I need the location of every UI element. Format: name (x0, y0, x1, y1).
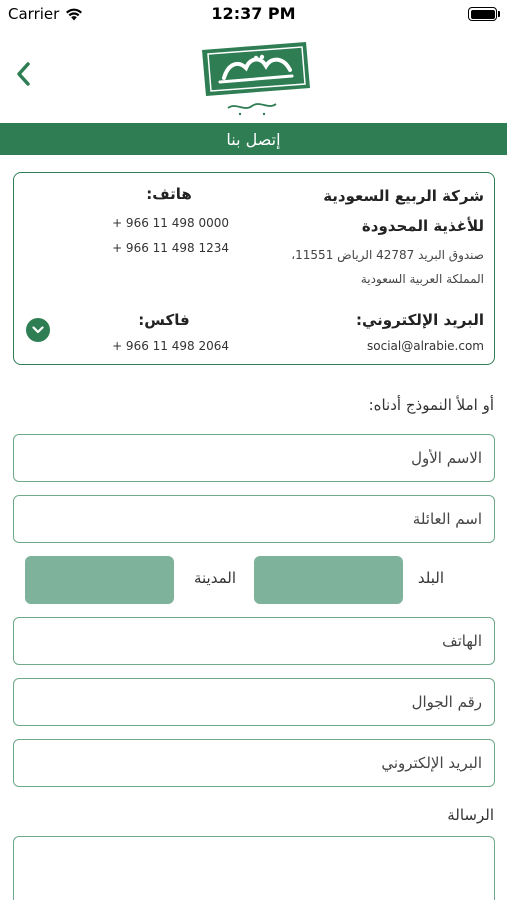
message-label: الرسالة (447, 806, 494, 824)
mobile-field[interactable] (13, 678, 495, 726)
phone-input[interactable] (14, 618, 494, 664)
message-field[interactable] (13, 836, 495, 900)
contact-info-card (13, 172, 495, 365)
back-button[interactable] (8, 56, 38, 92)
phone-label: هاتف: (146, 185, 192, 203)
first-name-field[interactable] (13, 434, 495, 482)
phone-number-2[interactable]: + 966 11 498 1234 (112, 241, 229, 255)
address-line1: صندوق البريد 42787 الرياض 11551، (291, 248, 484, 262)
last-name-input[interactable] (14, 496, 494, 542)
first-name-input[interactable] (14, 435, 494, 481)
country-label: البلد (417, 569, 444, 587)
city-select[interactable] (25, 556, 174, 604)
address-line2: المملكة العربية السعودية (360, 272, 484, 286)
phone-field[interactable] (13, 617, 495, 665)
form-intro-text: أو املأ النموذج أدناه: (368, 396, 494, 414)
page-title: إتصل بنا (226, 129, 281, 149)
company-name-line2: للأغذية المحدودة (361, 217, 484, 235)
last-name-field[interactable] (13, 495, 495, 543)
city-label: المدينة (193, 569, 236, 587)
email-input[interactable] (14, 740, 494, 786)
carrier-label: Carrier (8, 5, 60, 23)
page-title-bar (0, 123, 507, 155)
fax-label: فاكس: (138, 311, 190, 329)
status-bar (0, 0, 507, 28)
chevron-left-icon (14, 61, 32, 87)
nav-header (0, 28, 507, 120)
fax-number: + 966 11 498 2064 (112, 339, 229, 353)
email-label: البريد الإلكتروني: (356, 311, 484, 329)
expand-contact-button[interactable] (26, 318, 50, 342)
email-field[interactable] (13, 739, 495, 787)
mobile-input[interactable] (14, 679, 494, 725)
company-name (284, 181, 484, 241)
chevron-down-icon (32, 326, 44, 334)
company-name-line1: شركة الربيع السعودية (323, 187, 484, 205)
message-input[interactable] (14, 837, 494, 900)
company-address (254, 243, 484, 291)
phone-number-1[interactable]: + 966 11 498 0000 (112, 216, 229, 230)
email-address[interactable]: social@alrabie.com (367, 339, 484, 353)
alrabie-logo (194, 38, 314, 120)
battery-icon (468, 7, 497, 21)
clock: 12:37 PM (211, 4, 296, 23)
country-select[interactable] (254, 556, 403, 604)
